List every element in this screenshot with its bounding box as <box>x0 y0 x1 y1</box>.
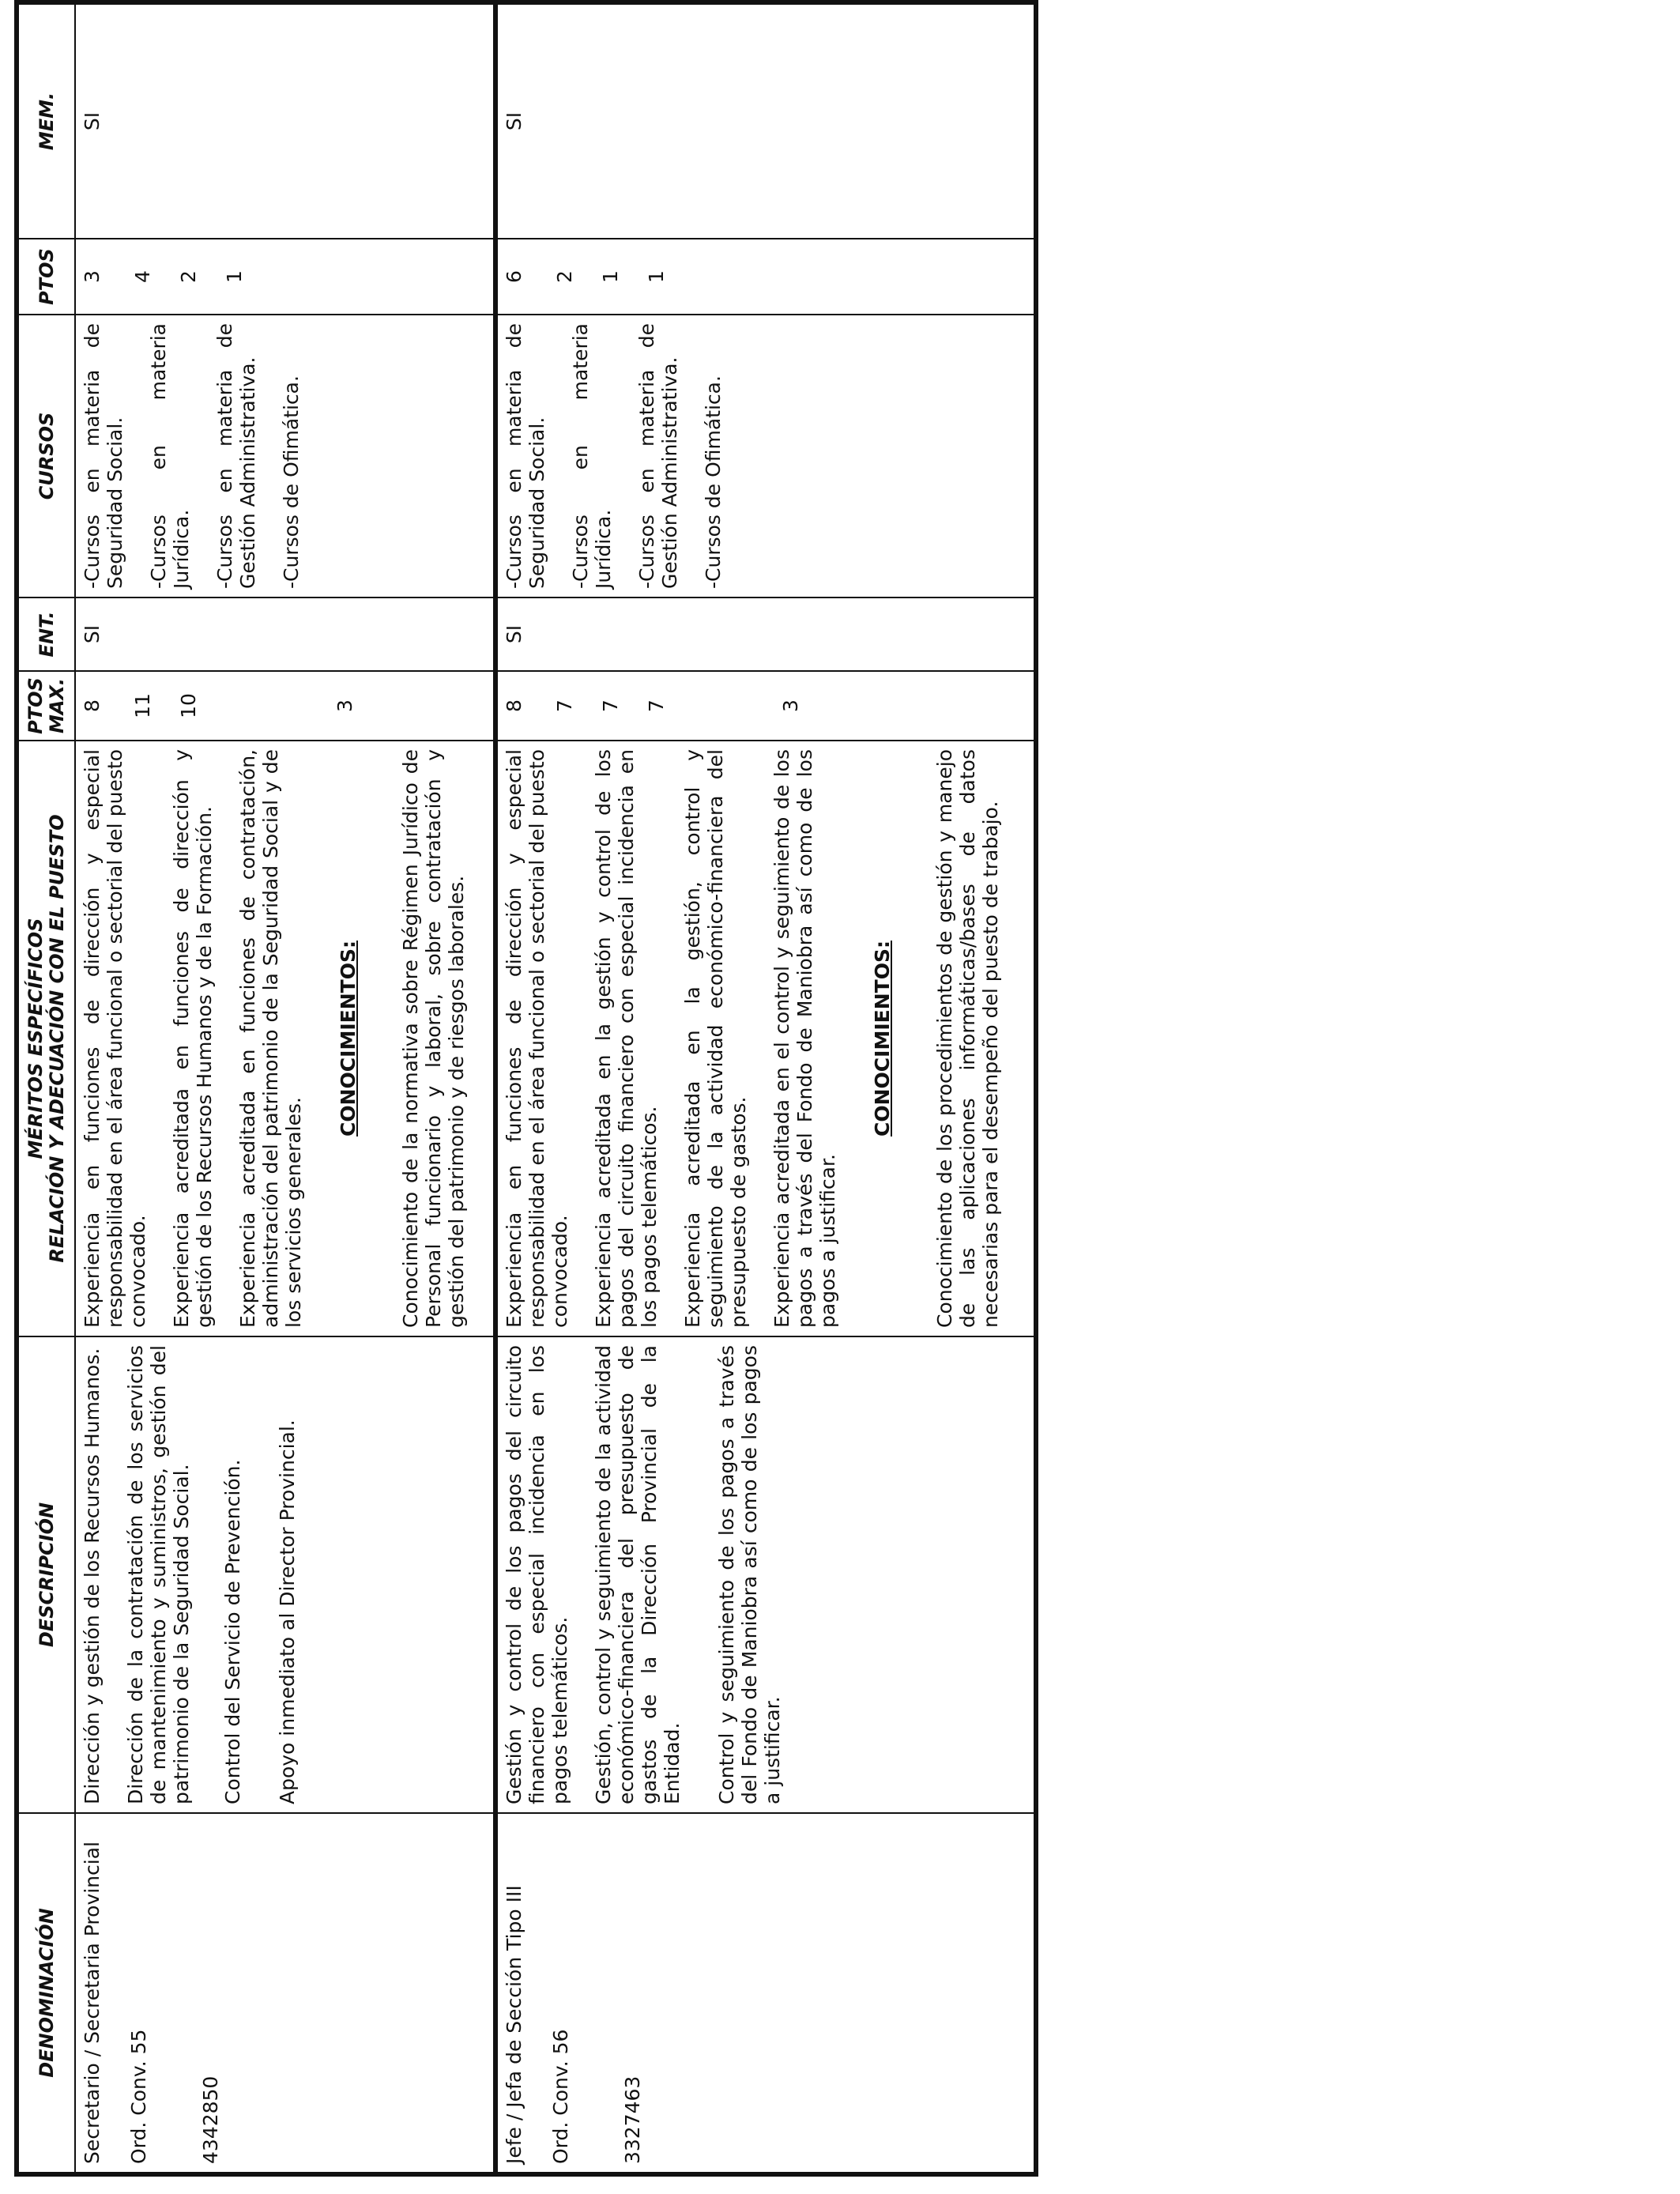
ptos-max-value: 7 <box>553 699 576 712</box>
merito-item: Experiencia acreditada en el control y seguimiento de los pagos a través del Fondo de Maniobra así como de los pagos a justificar. <box>770 749 839 1328</box>
ptos-max-value: 3 <box>333 699 356 712</box>
ptos-value: 3 <box>81 270 104 283</box>
ptos-value: 4 <box>131 270 154 283</box>
header-cursos: CURSOS <box>17 315 75 598</box>
ptos-max-value: 10 <box>177 693 200 718</box>
denominacion-title: Secretario / Secretaria Provincial <box>81 1842 104 2164</box>
header-ptos-max-line2: MAX. <box>46 677 68 734</box>
ptos-value: 1 <box>645 270 668 283</box>
table-row <box>75 2 495 2174</box>
table-row <box>495 2 1036 2174</box>
curso-item: -Cursos en materia de Seguridad Social. <box>503 323 548 589</box>
denominacion-title: Jefe / Jefa de Sección Tipo III <box>503 1885 525 2164</box>
ent-value: SI <box>81 624 104 644</box>
header-ptos-max <box>17 671 75 741</box>
descripcion-item: Control del Servicio de Prevención. <box>221 1459 244 1804</box>
mem-cell <box>75 2 495 239</box>
descripcion-item: Apoyo inmediato al Director Provincial. <box>276 1419 299 1804</box>
header-ptos: PTOS <box>17 239 75 315</box>
merito-item: Experiencia acreditada en funciones de contratación, administración del patrimonio de la Seguridad Social y de los servicios generales. <box>236 749 305 1328</box>
descripcion-item: Gestión, control y seguimiento de la actividad económico-financiera del presupuesto de gastos de la Dirección Provincial de la Entidad. <box>592 1345 684 1804</box>
ptos-max-value: 8 <box>503 699 525 712</box>
header-descripcion: DESCRIPCIÓN <box>17 1336 75 1813</box>
mem-value: SI <box>503 111 525 131</box>
header-mem: MEM. <box>17 2 75 239</box>
header-ent: ENT. <box>17 598 75 671</box>
ptos-value: 2 <box>553 270 576 283</box>
descripcion-cell <box>75 1336 495 1813</box>
ptos-value: 1 <box>599 270 622 283</box>
denominacion-cell <box>495 1813 1036 2174</box>
conocimientos-heading: CONOCIMIENTOS: <box>871 941 894 1137</box>
curso-item: -Cursos en materia de Gestión Administrativa. <box>635 323 681 589</box>
ptos-value: 1 <box>223 270 246 283</box>
conocimientos-text: Conocimiento de los procedimientos de gestión y manejo de las aplicaciones informáticas/bases de datos necesarias para el desempeño del puesto de trabajo. <box>933 749 1002 1328</box>
conocimientos-heading: CONOCIMIENTOS: <box>337 941 360 1137</box>
ptos-max-cell <box>495 671 1036 741</box>
header-row <box>17 2 75 2174</box>
mem-value: SI <box>81 111 104 131</box>
curso-item: -Cursos en materia de Gestión Administrativa. <box>213 323 259 589</box>
ptos-value: 6 <box>503 270 525 283</box>
ptos-max-cell <box>75 671 495 741</box>
merito-item: Experiencia acreditada en funciones de dirección y gestión de los Recursos Humanos y de la Formación. <box>170 749 216 1328</box>
ent-value: SI <box>503 624 525 644</box>
descripcion-item: Dirección de la contratación de los servicios de mantenimiento y suministros, gestión del patrimonio de la Seguridad Social. <box>124 1345 193 1804</box>
mem-cell <box>495 2 1036 239</box>
header-denominacion: DENOMINACIÓN <box>17 1813 75 2174</box>
denominacion-order: Ord. Conv. 56 <box>549 2029 572 2164</box>
header-ptos-max-line1: PTOS <box>24 677 47 734</box>
descripcion-cell <box>495 1336 1036 1813</box>
ent-cell <box>495 598 1036 671</box>
ptos-cell <box>75 239 495 315</box>
merito-item: Experiencia en funciones de dirección y especial responsabilidad en el área funcional o sectorial del puesto convocado. <box>503 749 571 1328</box>
descripcion-item: Gestión y control de los pagos del circuito financiero con especial incidencia en los pagos telemáticos. <box>503 1345 571 1804</box>
header-meritos <box>17 741 75 1336</box>
ent-cell <box>75 598 495 671</box>
curso-item: -Cursos de Ofimática. <box>702 375 725 589</box>
descripcion-item: Dirección y gestión de los Recursos Humanos. <box>81 1348 104 1804</box>
curso-item: -Cursos en materia Jurídica. <box>147 323 193 589</box>
ptos-max-value: 3 <box>779 699 802 712</box>
conocimientos-text: Conocimiento de la normativa sobre Régimen Jurídico de Personal funcionario y laboral, sobre contratación y gestión del patrimonio y de riesgos laborales. <box>399 749 468 1328</box>
meritos-cell <box>495 741 1036 1336</box>
merito-item: Experiencia acreditada en la gestión y control de los pagos del circuito financiero con especial incidencia en los pagos telemáticos. <box>592 749 661 1328</box>
ptos-max-value: 7 <box>645 699 668 712</box>
meritos-table <box>14 0 1038 2177</box>
curso-item: -Cursos de Ofimática. <box>280 375 303 589</box>
ptos-cell <box>495 239 1036 315</box>
meritos-cell <box>75 741 495 1336</box>
denominacion-order: Ord. Conv. 55 <box>127 2029 150 2164</box>
denominacion-code: 4342850 <box>199 2075 222 2164</box>
ptos-max-value: 8 <box>81 699 104 712</box>
ptos-value: 2 <box>177 270 200 283</box>
header-meritos-line2: RELACIÓN Y ADECUACIÓN CON EL PUESTO <box>46 814 68 1263</box>
header-meritos-line1: MÉRITOS ESPECÍFICOS <box>24 918 47 1159</box>
ptos-max-value: 7 <box>599 699 622 712</box>
curso-item: -Cursos en materia Jurídica. <box>569 323 615 589</box>
descripcion-item: Control y seguimiento de los pagos a través del Fondo de Maniobra así como de los pagos a justificar. <box>715 1345 784 1804</box>
curso-item: -Cursos en materia de Seguridad Social. <box>81 323 126 589</box>
denominacion-cell <box>75 1813 495 2174</box>
denominacion-code: 3327463 <box>621 2075 644 2164</box>
merito-item: Experiencia en funciones de dirección y especial responsabilidad en el área funcional o sectorial del puesto convocado. <box>81 749 149 1328</box>
ptos-max-value: 11 <box>131 693 154 718</box>
merito-item: Experiencia acreditada en la gestión, control y seguimiento de la actividad económico-financiera del presupuesto de gastos. <box>681 749 750 1328</box>
cursos-cell <box>495 315 1036 598</box>
cursos-cell <box>75 315 495 598</box>
